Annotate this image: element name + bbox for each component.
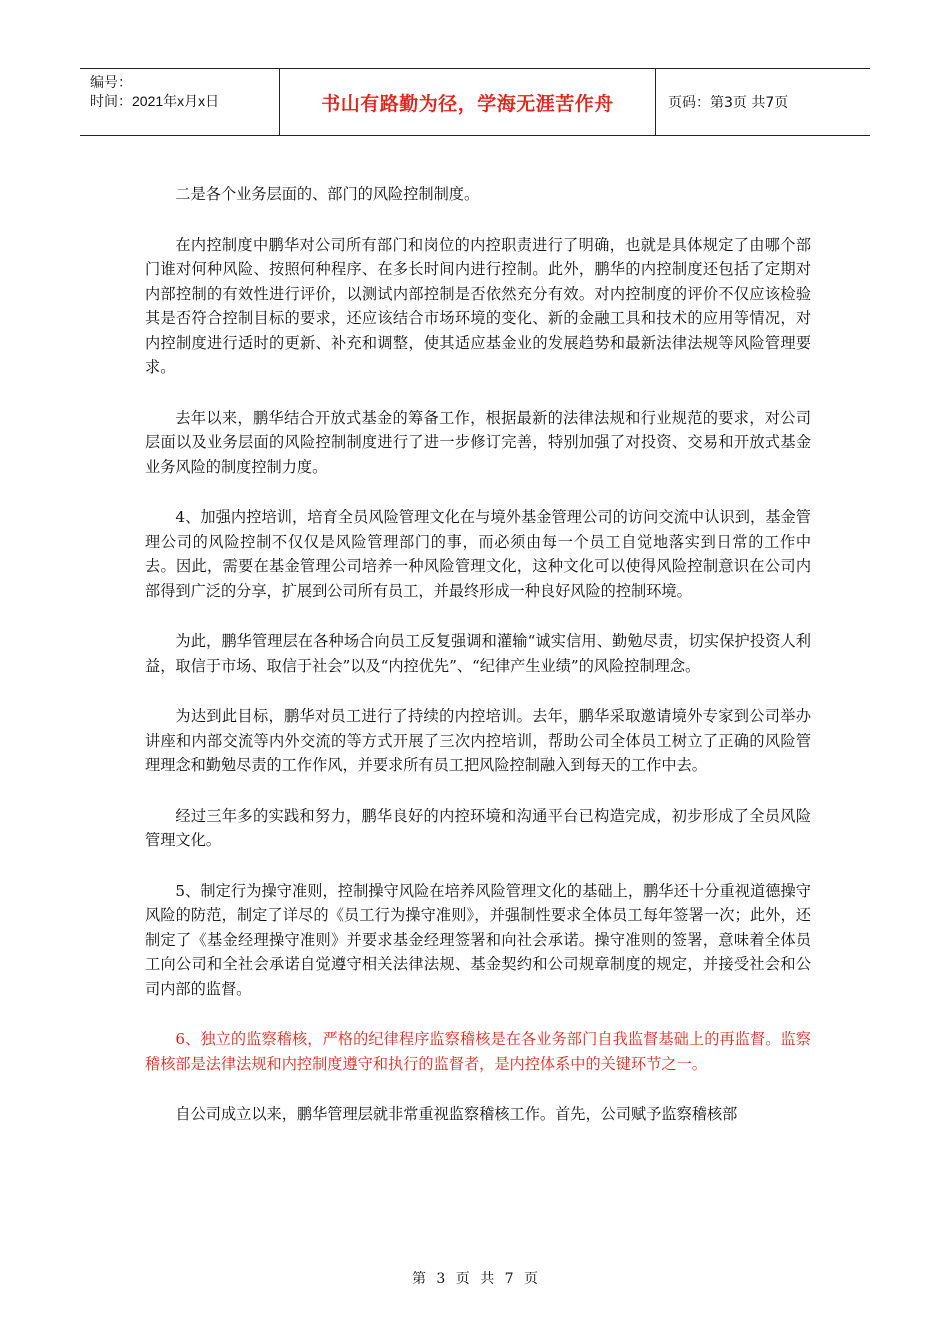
paragraph: 在内控制度中鹏华对公司所有部门和岗位的内控职责进行了明确，也就是具体规定了由哪个部门谁对何种风险、按照何种程序、在多长时间内进行控制。此外，鹏华的内控制度还包括了定期对内部控制的有效性进行评价，以测试内部控制是否依然充分有效。对内控制度的评价不仅应该检验其是否符合控制目标的要求，还应该结合市场环境的变化、新的金融工具和技术的应用等情况，对内控制度进行适时的更新、补充和调整，使其适应基金业的发展趋势和最新法律法规等风险管理要求。 xyxy=(145,235,811,376)
paragraph: 经过三年多的实践和努力，鹏华良好的内控环境和沟通平台已构造完成，初步形成了全员风险管理文化。 xyxy=(145,806,811,849)
header-page-info: 页码：第3页 共7页 xyxy=(668,95,789,111)
header-info-cell xyxy=(80,69,280,135)
document-body xyxy=(145,182,811,1153)
highlighted-paragraph: 6、独立的监察稽核，严格的纪律程序监察稽核是在各业务部门自我监督基础上的再监督。监察稽核部是法律法规和内控制度遵守和执行的监督者，是内控体系中的关键环节之一。 xyxy=(145,1030,811,1073)
paragraph: 5、制定行为操守准则，控制操守风险在培养风险管理文化的基础上，鹏华还十分重视道德操守风险的防范，制定了详尽的《员工行为操守准则》，并强制性要求全体员工每年签署一次；此外，还制定了《基金经理操守准则》并要求基金经理签署和向社会承诺。操守准则的签署，意味着全体员工向公司和全社会承诺自觉遵守相关法律法规、基金契约和公司规章制度的规定，并接受社会和公司内部的监督。 xyxy=(145,881,811,998)
paragraph: 二是各个业务层面的、部门的风险控制制度。 xyxy=(175,185,480,203)
header-motto: 书山有路勤为径，学海无涯苦作舟 xyxy=(280,69,656,135)
paragraph: 为达到此目标，鹏华对员工进行了持续的内控培训。去年，鹏华采取邀请境外专家到公司举办讲座和内部交流等内外交流的等方式开展了三次内控培训，帮助公司全体员工树立了正确的风险管理理念和勤勉尽责的工作作风，并要求所有员工把风险控制融入到每天的工作中去。 xyxy=(145,707,811,774)
page-header xyxy=(80,68,870,136)
paragraph: 自公司成立以来，鹏华管理层就非常重视监察稽核工作。首先，公司赋予监察稽核部 xyxy=(175,1105,738,1123)
paragraph: 为此，鹏华管理层在各种场合向员工反复强调和灌输“诚实信用、勤勉尽责，切实保护投资人利益，取信于市场、取信于社会”以及“内控优先”、“纪律产生业绩”的风险控制理念。 xyxy=(145,632,811,675)
document-number-label: 编号： xyxy=(90,74,132,90)
page-footer: 第 3 页 共 7 页 xyxy=(411,1271,539,1287)
document-date: 时间：2021年x月x日 xyxy=(90,93,220,109)
paragraph: 4、加强内控培训，培育全员风险管理文化在与境外基金管理公司的访问交流中认识到，基金管理公司的风险控制不仅仅是风险管理部门的事，而必须由每一个员工自觉地落实到日常的工作中去。因此，需要在基金管理公司培养一种风险管理文化，这种文化可以使得风险控制意识在公司内部得到广泛的分享，扩展到公司所有员工，并最终形成一种良好风险的控制环境。 xyxy=(145,508,811,600)
paragraph: 去年以来，鹏华结合开放式基金的筹备工作，根据最新的法律法规和行业规范的要求，对公司层面以及业务层面的风险控制制度进行了进一步修订完善，特别加强了对投资、交易和开放式基金业务风险的制度控制力度。 xyxy=(145,408,811,476)
